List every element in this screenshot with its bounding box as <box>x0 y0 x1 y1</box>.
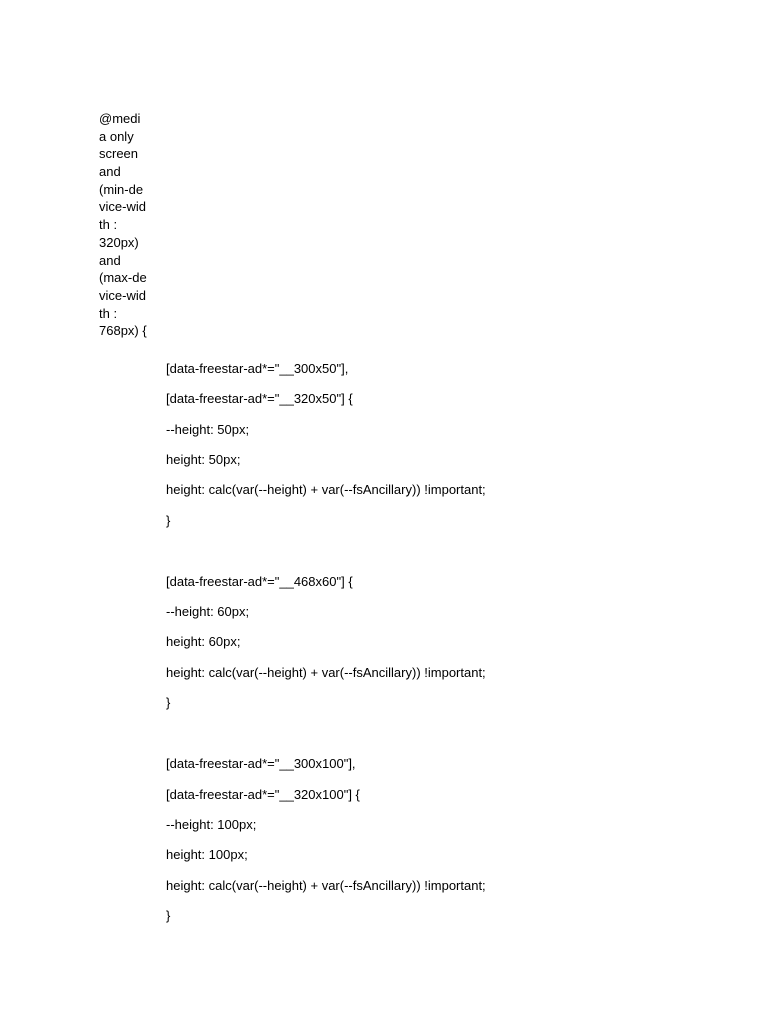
css-declaration: height: 100px; <box>166 847 248 862</box>
css-closing-brace: } <box>166 908 171 923</box>
media-query-line: (max-de <box>99 270 147 286</box>
media-query-line: a only <box>99 128 134 144</box>
media-query-line: th : <box>99 217 118 233</box>
css-declaration: height: calc(var(--height) + var(--fsAncillary)) !important; <box>166 482 486 497</box>
css-declaration: height: calc(var(--height) + var(--fsAncillary)) !important; <box>166 878 486 893</box>
css-declaration: --height: 100px; <box>166 817 257 832</box>
css-declaration: height: 50px; <box>166 452 241 467</box>
media-query-line: and <box>99 164 121 180</box>
media-query-line: and <box>99 252 121 268</box>
media-query-line: (min-de <box>99 181 144 197</box>
media-query-line: 320px) <box>99 234 139 250</box>
css-closing-brace: } <box>166 513 171 528</box>
css-selector: [data-freestar-ad*="__320x50"] { <box>166 391 353 406</box>
media-query-line: @medi <box>99 111 141 126</box>
css-selector: [data-freestar-ad*="__468x60"] { <box>166 574 353 589</box>
css-declaration: height: calc(var(--height) + var(--fsAncillary)) !important; <box>166 665 486 680</box>
media-query-line: vice-wid <box>99 199 146 215</box>
css-selector: [data-freestar-ad*="__320x100"] { <box>166 787 360 802</box>
css-declaration: height: 60px; <box>166 634 241 649</box>
media-query-line: screen <box>99 146 139 162</box>
media-query-line: 768px) { <box>99 323 147 339</box>
css-declaration: --height: 50px; <box>166 422 250 437</box>
css-closing-brace: } <box>166 695 171 710</box>
media-query-line: vice-wid <box>99 287 146 303</box>
css-declaration: --height: 60px; <box>166 604 250 619</box>
css-selector: [data-freestar-ad*="__300x50"], <box>166 361 349 376</box>
css-selector: [data-freestar-ad*="__300x100"], <box>166 756 356 771</box>
media-query-header <box>99 110 161 340</box>
media-query-line: th : <box>99 305 118 321</box>
